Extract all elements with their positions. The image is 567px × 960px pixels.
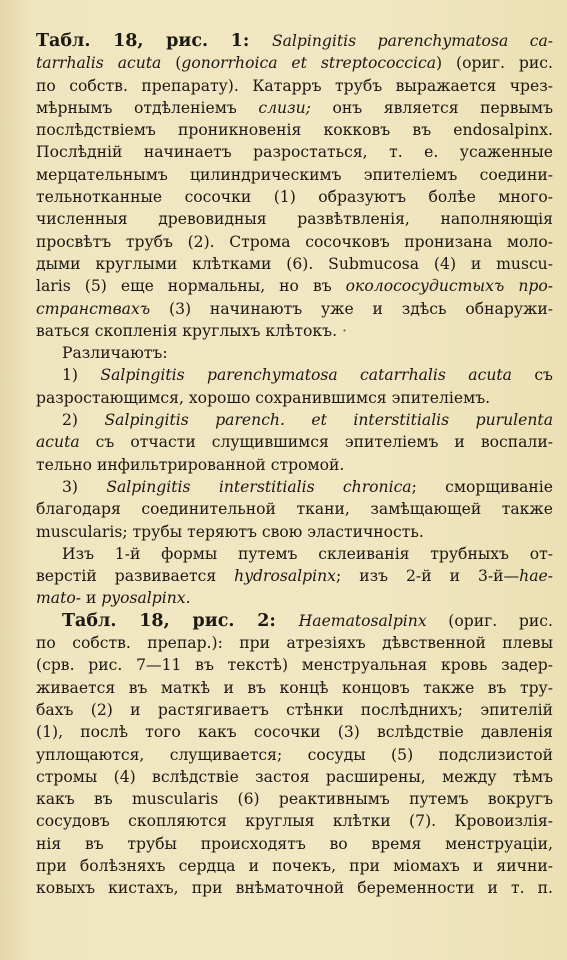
- text-run: (ориг. рис.: [426, 611, 553, 630]
- text-body: [36, 30, 553, 900]
- text-line: [36, 253, 553, 275]
- text-run: Изъ 1-й формы путемъ склеиванія трубныхъ от-: [62, 544, 553, 563]
- latin-term: слизи;: [258, 98, 311, 117]
- text-line: [36, 677, 553, 699]
- text-line: [36, 498, 553, 520]
- text-run: и: [81, 589, 102, 608]
- text-run: бахъ (2) и растягиваетъ стѣнки послѣднихъ; эпителій: [36, 700, 553, 719]
- text-run: Различаютъ:: [62, 344, 168, 363]
- text-run: 2): [62, 411, 105, 430]
- text-run: съ отчасти слущившимся эпителіемъ и воспали-: [79, 433, 553, 452]
- text-line: [36, 855, 553, 877]
- latin-term: Salpingitis parenchymatosa ca-: [271, 32, 553, 50]
- latin-term: gonorrhoica et streptococcica: [181, 54, 437, 73]
- text-line: [36, 543, 553, 565]
- latin-term: Salpingitis parench. et interstitialis purulenta: [104, 411, 553, 430]
- text-run: ; сморщиваніе: [411, 477, 553, 496]
- latin-term: pyosalpinx.: [101, 589, 191, 608]
- text-line: [36, 342, 553, 364]
- text-line: [36, 632, 553, 654]
- text-line: [36, 75, 553, 97]
- text-line: [36, 30, 553, 52]
- text-line: [36, 521, 553, 543]
- text-run: laris (5) еще нормальны, но въ: [36, 277, 346, 296]
- text-line: [36, 587, 553, 609]
- text-run: уплощаются, слущивается; сосуды (5) подслизистой: [36, 745, 553, 764]
- text-run: (: [161, 54, 182, 73]
- text-run: онъ является первымъ: [310, 98, 553, 117]
- text-run: ; изъ 2-й и 3-й—: [335, 567, 520, 586]
- latin-term: Salpingitis parenchymatosa catarrhalis acuta: [100, 366, 512, 385]
- plate-heading: Табл. 18, рис. 1:: [36, 31, 272, 51]
- text-run: (срв. рис. 7—11 въ текстѣ) менструальная кровь задер-: [36, 656, 553, 675]
- latin-term: tarrhalis acuta: [36, 54, 162, 73]
- text-line: [36, 788, 553, 810]
- text-run: (1), послѣ того какъ сосочки (3) вслѣдствіе давленія: [36, 723, 553, 742]
- text-line: [36, 833, 553, 855]
- text-line: [36, 721, 553, 743]
- text-run: послѣдствіемъ проникновенія кокковъ въ endosalpinx.: [36, 121, 553, 140]
- text-line: [36, 119, 553, 141]
- text-run: 1): [62, 366, 101, 385]
- latin-term: странствахъ: [36, 299, 151, 318]
- text-run: ·: [342, 321, 347, 340]
- text-line: [36, 699, 553, 721]
- text-line: [36, 231, 553, 253]
- text-run: какъ въ muscularis (6) реактивнымъ путемъ вокругъ: [36, 790, 553, 809]
- text-line: [36, 454, 553, 476]
- text-run: (3) начинаютъ уже и здѣсь обнаружи-: [150, 299, 553, 318]
- text-line: [36, 320, 553, 342]
- text-run: съ: [511, 366, 553, 385]
- text-line: [36, 810, 553, 832]
- text-run: по собств. препар.): при атрезіяхъ дѣвственной плевы: [36, 634, 553, 653]
- text-run: просвѣтъ трубъ (2). Строма сосочковъ пронизана моло-: [36, 232, 553, 251]
- text-line: [36, 364, 553, 386]
- text-line: [36, 52, 553, 74]
- text-line: [36, 431, 553, 453]
- text-run: ковыхъ кистахъ, при внѣматочной беременности и т. п.: [36, 879, 553, 898]
- text-run: тельнотканные сосочки (1) образуютъ болѣе много-: [36, 188, 553, 207]
- text-run: ваться скопленія круглыхъ клѣтокъ.: [36, 321, 343, 340]
- text-line: [36, 610, 553, 632]
- text-run: численныя древовидныя развѣтвленія, наполняющія: [36, 210, 553, 229]
- text-line: [36, 654, 553, 676]
- latin-term: Haematosalpinx: [298, 611, 427, 630]
- latin-term: acuta: [36, 433, 80, 452]
- text-line: [36, 164, 553, 186]
- text-line: [36, 387, 553, 409]
- text-run: дыми круглыми клѣтками (6). Submucosa (4) и muscu-: [36, 254, 553, 273]
- text-run: нія въ трубы происходятъ во время менструаціи,: [36, 834, 553, 853]
- text-run: благодаря соединительной ткани, замѣщающей также: [36, 500, 553, 519]
- plate-heading: Табл. 18, рис. 2:: [62, 610, 299, 631]
- text-run: muscularis; трубы теряютъ свою эластичность.: [36, 522, 424, 541]
- text-line: [36, 565, 553, 587]
- text-run: мѣрнымъ отдѣленіемъ: [36, 98, 259, 117]
- text-run: сосудовъ скопляются круглыя клѣтки (7). Кровоизлія-: [36, 812, 553, 831]
- text-line: [36, 766, 553, 788]
- latin-term: околососудистыхъ про-: [345, 277, 553, 296]
- text-run: разростающимся, хорошо сохранившимся эпителіемъ.: [36, 388, 491, 407]
- text-line: [36, 409, 553, 431]
- text-run: стромы (4) вслѣдствіе застоя расширены, между тѣмъ: [36, 767, 553, 786]
- text-line: [36, 141, 553, 163]
- text-run: по собств. препарату). Катарръ трубъ выражается чрез-: [36, 76, 553, 95]
- latin-term: Salpingitis interstitialis chronica: [106, 477, 412, 496]
- text-line: [36, 97, 553, 119]
- text-line: [36, 476, 553, 498]
- text-line: [36, 186, 553, 208]
- text-run: верстій развивается: [36, 567, 235, 586]
- text-run: 3): [62, 477, 107, 496]
- text-line: [36, 298, 553, 320]
- text-run: тельно инфильтрированной стромой.: [36, 455, 345, 474]
- text-run: мерцательнымъ цилиндрическимъ эпителіемъ соедини-: [36, 165, 553, 184]
- latin-term: hydrosalpinx: [234, 567, 336, 586]
- text-run: при болѣзняхъ сердца и почекъ, при міомахъ и яични-: [36, 856, 553, 875]
- latin-term: hae-: [519, 567, 553, 586]
- text-line: [36, 208, 553, 230]
- text-line: [36, 877, 553, 899]
- text-line: [36, 744, 553, 766]
- text-run: Послѣдній начинаетъ разростаться, т. е. усаженные: [36, 143, 553, 162]
- text-line: [36, 275, 553, 297]
- latin-term: mato-: [36, 589, 82, 608]
- text-run: ) (ориг. рис.: [436, 54, 553, 73]
- text-run: живается въ маткѣ и въ концѣ концовъ также въ тру-: [36, 678, 553, 697]
